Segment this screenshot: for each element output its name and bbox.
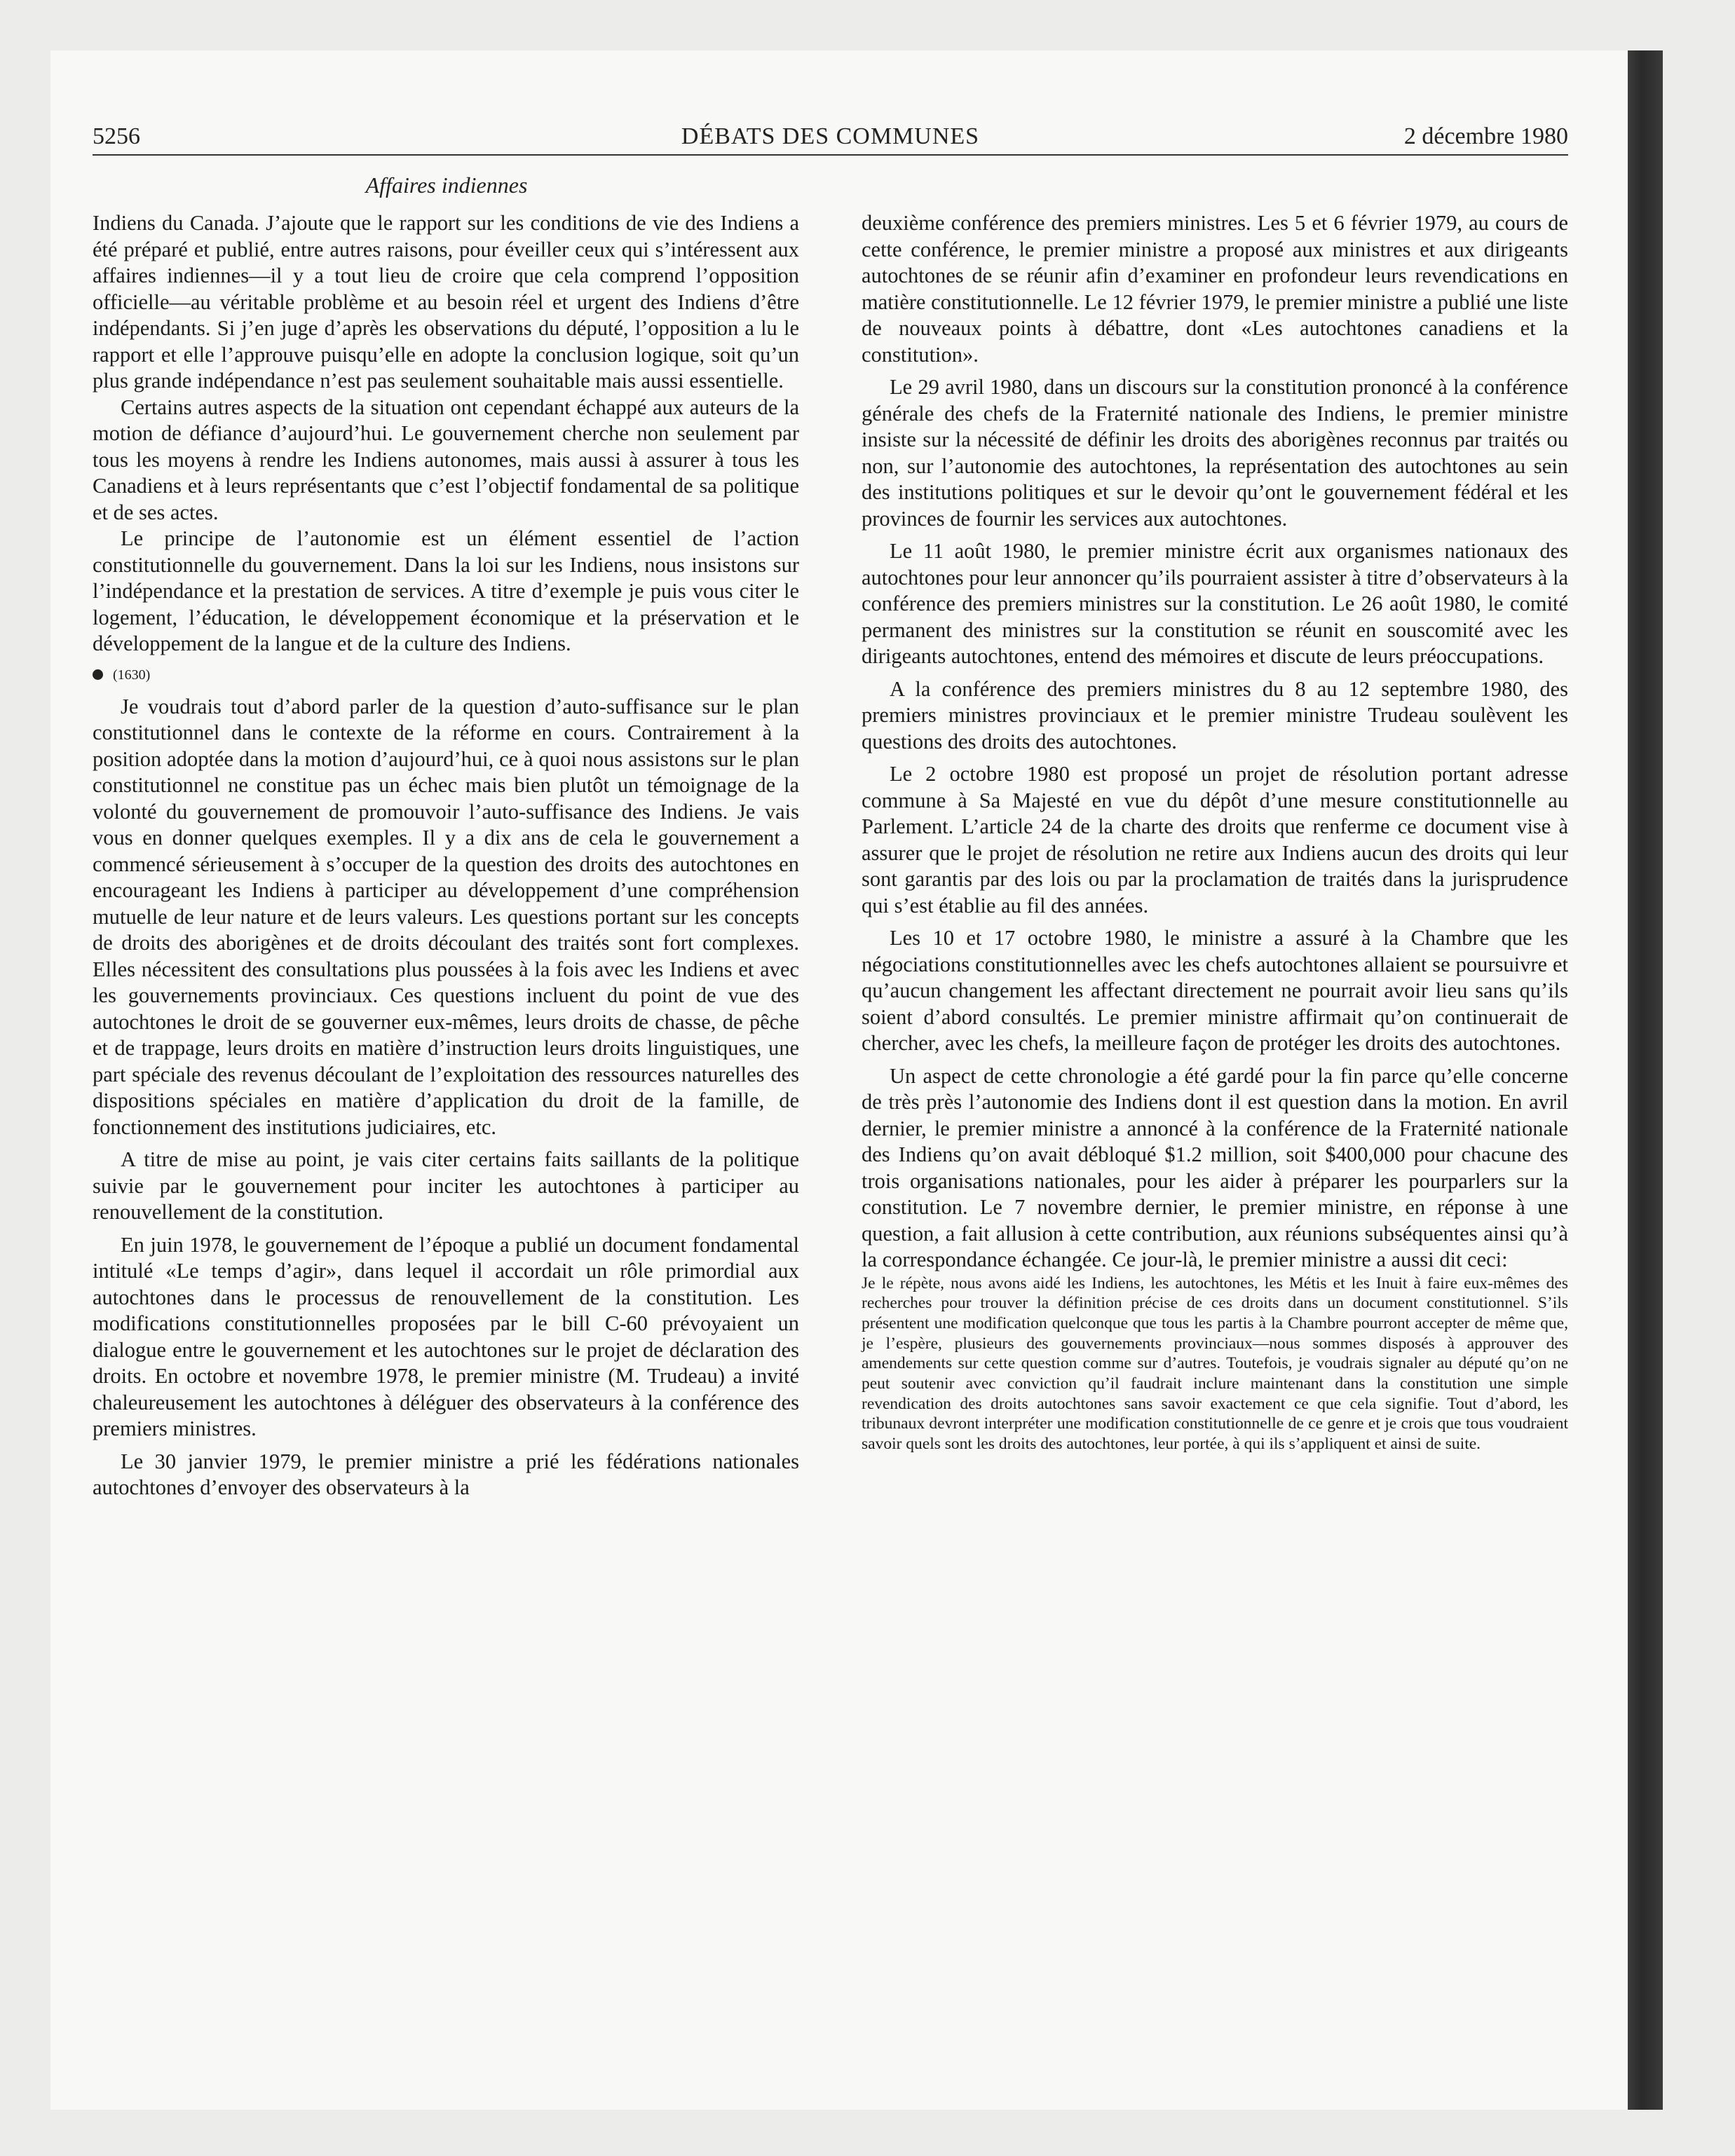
scan-border-top [0, 0, 1735, 50]
paragraph: Le 2 octobre 1980 est proposé un projet de résolution portant adresse commune à Sa Majesté en vue du dépôt d’une mesure constitutionnelle au Parlement. L’article 24 de la charte des droits que renferme ce document vise à assurer que le projet de résolution ne retire aux Indiens aucun des droits qui leur sont garantis par des lois ou par la proclamation de traités dans la jurisprudence qui s’est établie au fil des années. [862, 762, 1568, 917]
paragraph: A la conférence des premiers ministres du 8 au 12 septembre 1980, des premiers ministres provinciaux et le premier ministre Trudeau soulèvent les questions des droits des autochtones. [862, 676, 1568, 753]
paragraph: Le principe de l’autonomie est un élément essentiel de l’action constitutionnelle du gouvernement. Dans la loi sur les Indiens, nous insistons sur l’indépendance et la prestation de services. A titre d’exemple je puis vous citer le logement, l’éducation, le développement économique et la préservation et le développement de la langue et de la culture des Indiens. [93, 526, 799, 655]
paragraph: Le 11 août 1980, le premier ministre écrit aux organismes nationaux des autochtones pour leur annoncer qu’ils pourraient assister à titre d’observateurs à la conférence des premiers ministres sur la constitution. Le 26 août 1980, le comité permanent des ministres sur la constitution se réunit en souscomité avec les dirigeants autochtones, entend des mémoires et discute de leurs préoccupations. [862, 539, 1568, 668]
time-marker [93, 666, 799, 684]
time-marker-label: (1630) [113, 667, 151, 683]
paragraph: Le 30 janvier 1979, le premier ministre a prié les fédérations nationales autochtones d’envoyer des observateurs à la [93, 1449, 799, 1499]
paragraph: Je voudrais tout d’abord parler de la question d’auto-suffisance sur le plan constitutionnel dans le contexte de la réforme en cours. Contrairement à la position adoptée dans la motion d’aujourd’hui, ce à quoi nous assistons sur le plan constitutionnel ne constitue pas un échec mais bien plutôt un témoignage de la volonté du gouvernement de promouvoir l’auto-suffisance des Indiens. Je vais vous en donner quelques exemples. Il y a dix ans de cela le gouvernement a commencé sérieusement à s’occuper de la question des droits des autochtones en encourageant les Indiens à participer au développement d’une compréhension mutuelle de leur nature et de leurs valeurs. Les questions portant sur les concepts de droits des aborigènes et de droits découlant des traités sont fort complexes. Elles nécessitent des consultations plus poussées à la fois avec les Indiens et avec les gouvernements provinciaux. Ces questions incluent du point de vue des autochtones le droit de se gouverner eux-mêmes, leurs droits de chasse, de pêche et de trappage, leurs droits en matière d’instruction leurs droits linguistiques, une part spéciale des revenus découlant de l’exploitation des ressources naturelles des dispositions spéciales en matière d’application du droit de la famille, de fonctionnement des institutions judiciaires, etc. [93, 694, 799, 1139]
scan-border-left [0, 0, 50, 2156]
paragraph: A titre de mise au point, je vais citer certains faits saillants de la politique suivie par le gouvernement pour inciter les autochtones à participer au renouvellement de la constitution. [93, 1147, 799, 1224]
publication-date: 2 décembre 1980 [1403, 123, 1568, 149]
paragraph: Certains autres aspects de la situation ont cependant échappé aux auteurs de la motion de défiance d’aujourd’hui. Le gouvernement cherche non seulement par tous les moyens à rendre les Indiens autonomes, mais aussi à assurer à tous les Canadiens et à leurs représentants que c’est l’objectif fondamental de sa politique et de ses actes. [93, 395, 799, 524]
block-quote: Je le répète, nous avons aidé les Indiens, les autochtones, les Métis et les Inuit à faire eux-mêmes des recherches pour trouver la définition précise de ces droits dans un document constitutionnel. S’ils présentent une modification quelconque que tous les partis à la Chambre pourront accepter de même que, je l’espère, plusieurs des gouvernements provinciaux—nous sommes disposés à approuver des amendements sur cette question comme sur d’autres. Toutefois, je voudrais signaler au député qu’on ne peut soutenir avec conviction qu’il faudrait inclure maintenant dans la constitution une simple revendication des droits autochtones sans savoir exactement ce que cela signifie. Tout d’abord, les tribunaux devront interpréter une modification constitutionnelle de ce genre et je crois que tous voudraient savoir quels sont les droits des autochtones, leur portée, à qui ils s’appliquent et ainsi de suite. [862, 1274, 1568, 1454]
left-column [93, 210, 799, 1501]
scan-border-right [1663, 0, 1735, 2156]
section-title: Affaires indiennes [365, 172, 528, 198]
paragraph: En juin 1978, le gouvernement de l’époque a publié un document fondamental intitulé «Le temps d’agir», dans lequel il accordait un rôle primordial aux autochtones dans le processus de renouvellement de la constitution. Les modifications constitutionnelles proposées par le bill C-60 prévoyaient un dialogue entre le gouvernement et les autochtones sur le projet de déclaration des droits. En octobre et novembre 1978, le premier ministre (M. Trudeau) a invité chaleureusement les autochtones à déléguer des observateurs à la conférence des premiers ministres. [93, 1232, 799, 1440]
publication-title: DÉBATS DES COMMUNES [681, 123, 980, 149]
paragraph: deuxième conférence des premiers ministres. Les 5 et 6 février 1979, au cours de cette conférence, le premier ministre a proposé aux ministres et aux dirigeants autochtones de se réunir afin d’examiner en profondeur leurs revendications en matière constitutionnelle. Le 12 février 1979, le premier ministre a publié une liste de nouveaux points à débattre, dont «Les autochtones canadiens et la constitution». [862, 211, 1568, 367]
bullet-icon [93, 669, 103, 680]
page-number: 5256 [93, 123, 140, 149]
scan-binding-edge [1628, 50, 1663, 2110]
scan-border-bottom [0, 2110, 1735, 2156]
paragraph: Le 29 avril 1980, dans un discours sur la constitution prononcé à la conférence générale des chefs de la Fraternité nationale des Indiens, le premier ministre insiste sur la nécessité de définir les droits des aborigènes reconnus par traités ou non, sur l’autonomie des autochtones, la représentation des autochtones au sein des institutions politiques et sur le devoir qu’ont le gouvernement fédéral et les provinces de fournir les services aux autochtones. [862, 375, 1568, 531]
paragraph: Un aspect de cette chronologie a été gardé pour la fin parce qu’elle concerne de très près l’autonomie des Indiens dont il est question dans la motion. En avril dernier, le premier ministre a annoncé à la conférence de la Fraternité nationale des Indiens qu’on avait débloqué $1.2 million, soit $400,000 pour chacune des trois organisations nationales, pour les aider à préparer les pourparlers sur la constitution. Le 7 novembre dernier, le premier ministre, en réponse à une question, a fait allusion à cette contribution, aux réunions subséquentes ainsi qu’à la correspondance échangée. Ce jour-là, le premier ministre a aussi dit ceci: [862, 1063, 1568, 1271]
page-header [93, 111, 1568, 156]
paragraph: Les 10 et 17 octobre 1980, le ministre a assuré à la Chambre que les négociations constitutionnelles avec les chefs autochtones allaient se poursuivre et qu’aucun changement les affectant directement ne pourrait avoir lieu sans qu’ils soient d’abord consultés. Le premier ministre affirmait qu’on continuerait de chercher, avec les chefs, la meilleure façon de protéger les droits des autochtones. [862, 926, 1568, 1055]
paragraph: Indiens du Canada. J’ajoute que le rapport sur les conditions de vie des Indiens a été préparé et publié, entre autres raisons, pour éveiller ceux qui s’intéressent aux affaires indiennes—il y a tout lieu de croire que cela comprend l’opposition officielle—au véritable problème et au besoin réel et urgent des Indiens d’être indépendants. Si j’en juge d’après les observations du député, l’opposition a lu le rapport et elle l’approuve puisqu’elle en adopte la conclusion logique, soit qu’un plus grande indépendance n’est pas seulement souhaitable mais aussi essentielle. [93, 211, 799, 393]
right-column [862, 210, 1568, 1454]
